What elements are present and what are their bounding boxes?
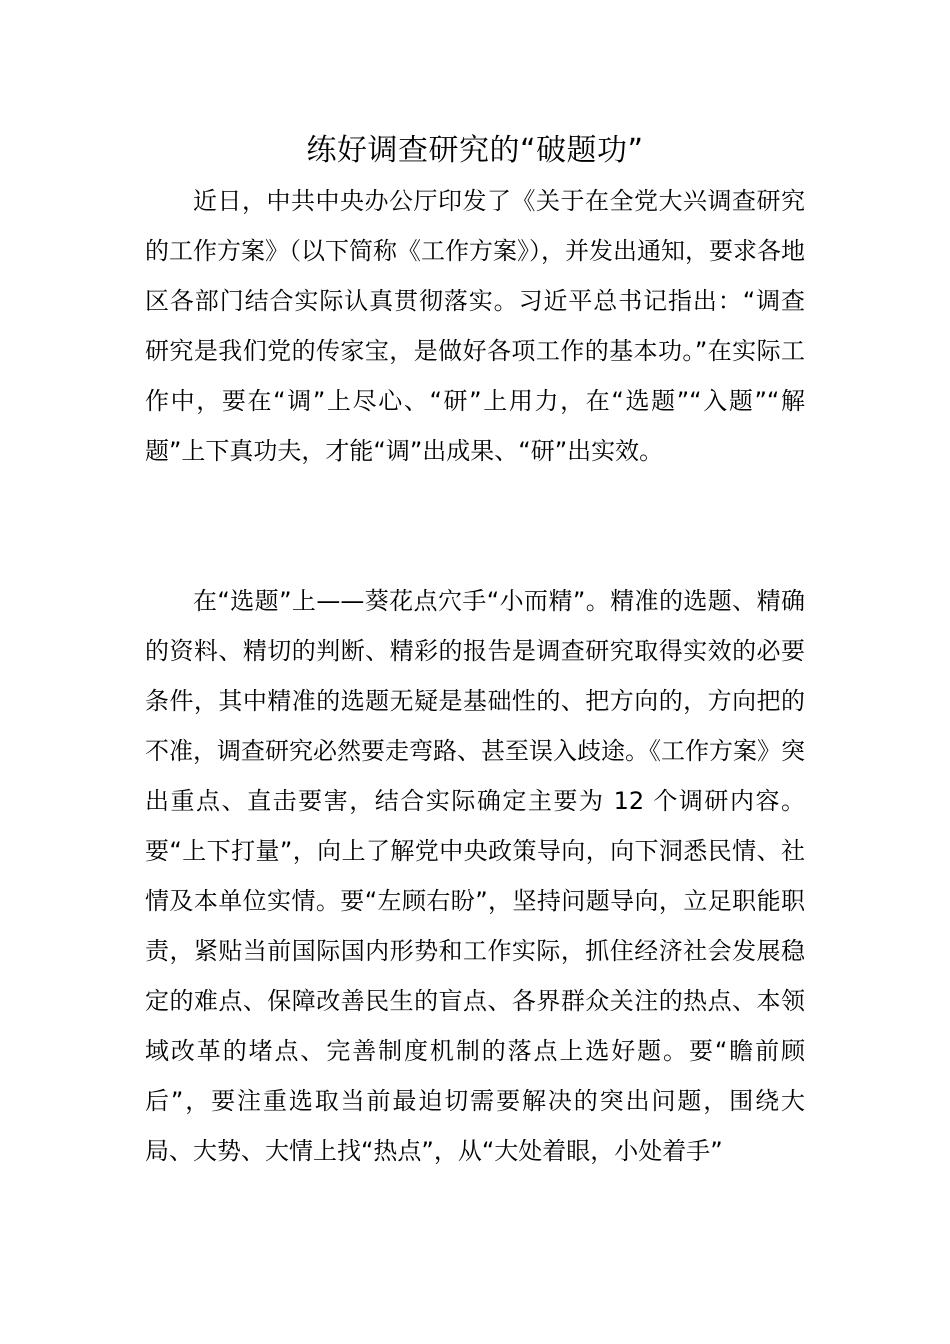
document-title: 练好调查研究的“破题功” [306,133,644,168]
paragraph-topic-selection: 在“选题”上——葵花点穴手“小而精”。精准的选题、精确的资料、精切的判断、精彩的报告是调查研究取得实效的必要条件，其中精准的选题无疑是基础性的、把方向的，方向把的不准，调查研究必然要走弯路、甚至误入歧途。《工作方案》突出重点、直击要害，结合实际确定主要为 12 个调研内容。要“上下打量”，向上了解党中央政策导向，向下洞悉民情、社情及本单位实情。要“左顾右盼”，坚持问题导向，立足职能职责，紧贴当前国际国内形势和工作实际，抓住经济社会发展稳定的难点、保障改善民生的盲点、各界群众关注的热点、本领域改革的堵点、完善制度机制的落点上选好题。要“瞻前顾后”，要注重选取当前最迫切需要解决的突出问题，围绕大局、大势、大情上找“热点”，从“大处着眼，小处着手” [145,587,805,1165]
paragraph-intro: 近日，中共中央办公厅印发了《关于在全党大兴调查研究的工作方案》（以下简称《工作方案》），并发出通知，要求各地区各部门结合实际认真贯彻落实。习近平总书记指出：“调查研究是我们党的传家宝，是做好各项工作的基本功。”在实际工作中，要在“调”上尽心、“研”上用力，在“选题”“入题”“解题”上下真功夫，才能“调”出成果、“研”出实效。 [145,187,805,465]
